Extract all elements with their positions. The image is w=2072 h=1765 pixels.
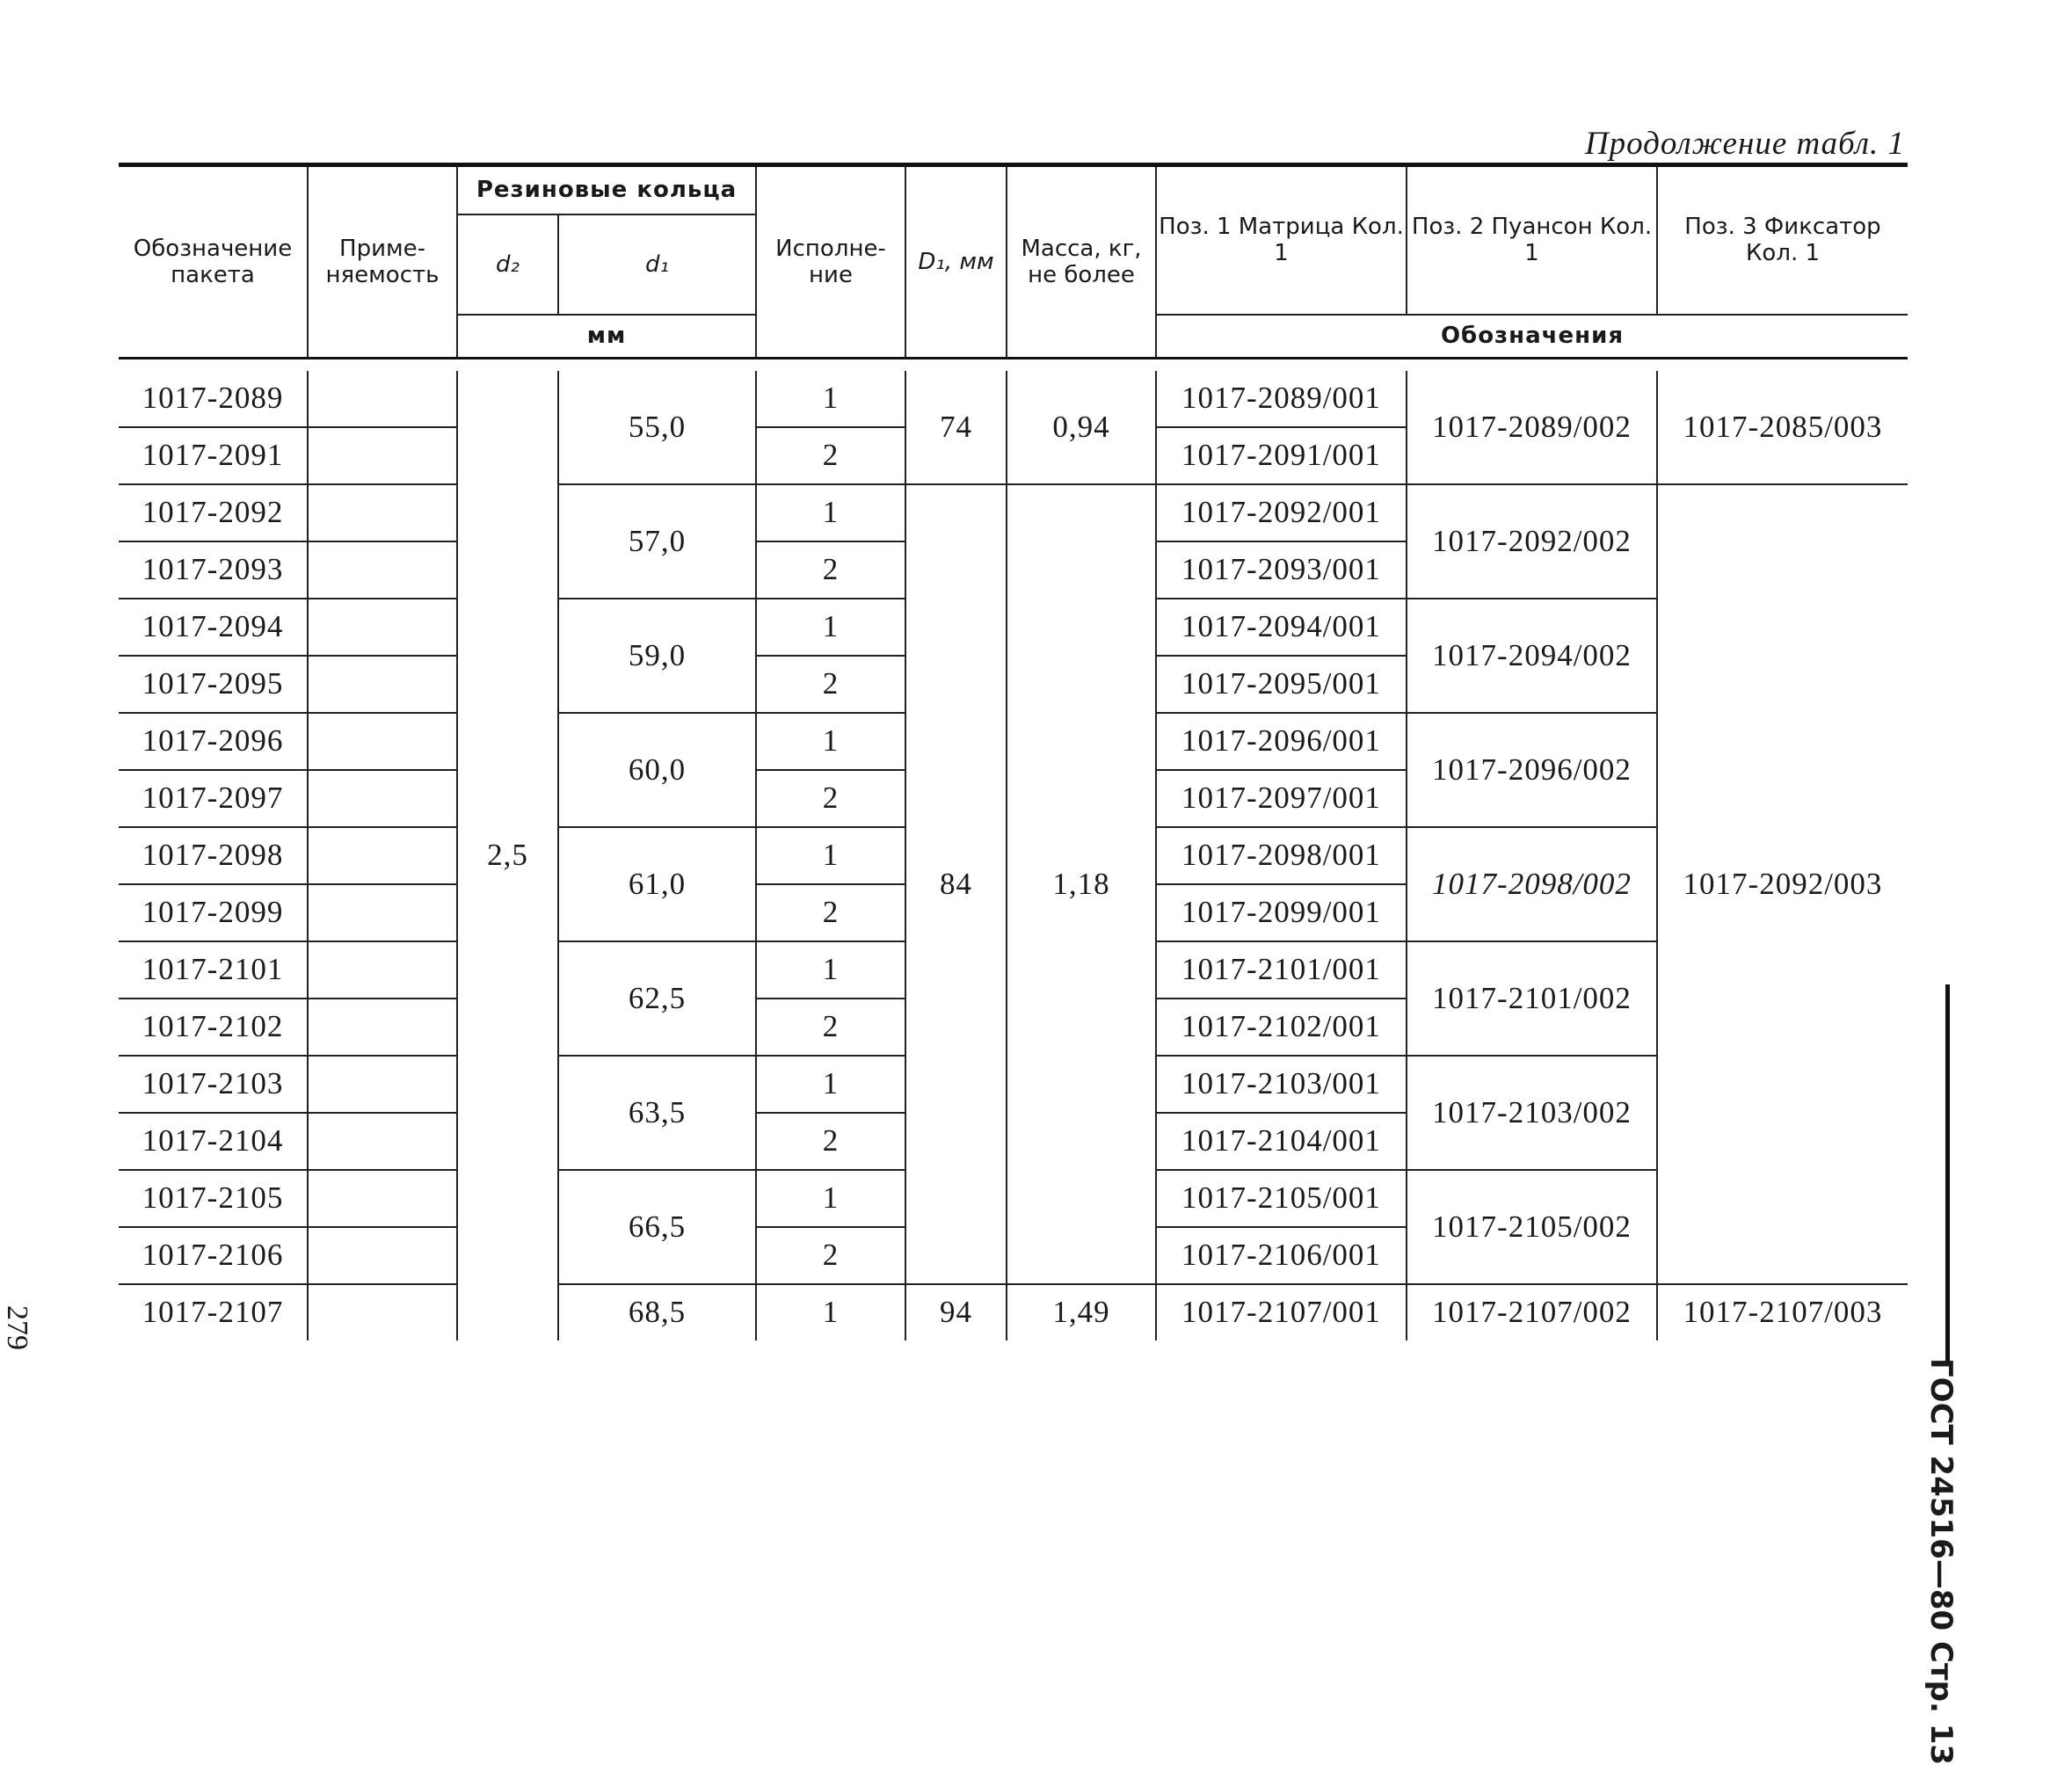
package-designation: 1017-2101 xyxy=(119,941,308,999)
pos1-designation: 1017-2106/001 xyxy=(1156,1227,1407,1284)
execution-cell: 1 xyxy=(756,1284,905,1340)
pos1-designation: 1017-2098/001 xyxy=(1156,827,1407,884)
package-designation: 1017-2097 xyxy=(119,770,308,827)
applicability-cell xyxy=(308,656,457,713)
package-designation: 1017-2094 xyxy=(119,599,308,656)
applicability-cell xyxy=(308,1113,457,1170)
d1-value: 59,0 xyxy=(558,599,756,713)
applicability-cell xyxy=(308,371,457,427)
d1-value: 55,0 xyxy=(558,371,756,484)
applicability-cell xyxy=(308,1056,457,1113)
applicability-cell xyxy=(308,1227,457,1284)
header-pos1: Поз. 1 Матрица Кол. 1 xyxy=(1156,165,1407,315)
execution-cell: 1 xyxy=(756,1170,905,1227)
D1-value: 84 xyxy=(905,484,1007,1284)
header-designations: Обозначения xyxy=(1156,315,1908,359)
header-pos2: Поз. 2 Пуансон Кол. 1 xyxy=(1407,165,1657,315)
d1-value: 68,5 xyxy=(558,1284,756,1340)
pos1-designation: 1017-2094/001 xyxy=(1156,599,1407,656)
pos1-designation: 1017-2089/001 xyxy=(1156,371,1407,427)
pos1-designation: 1017-2101/001 xyxy=(1156,941,1407,999)
pos1-designation: 1017-2105/001 xyxy=(1156,1170,1407,1227)
header-D1: D₁, мм xyxy=(905,165,1007,359)
applicability-cell xyxy=(308,941,457,999)
mass-value: 1,49 xyxy=(1007,1284,1156,1340)
applicability-cell xyxy=(308,427,457,484)
pos2-designation: 1017-2107/002 xyxy=(1407,1284,1657,1340)
d1-value: 62,5 xyxy=(558,941,756,1056)
mass-value: 1,18 xyxy=(1007,484,1156,1284)
package-designation: 1017-2091 xyxy=(119,427,308,484)
applicability-cell xyxy=(308,1284,457,1340)
package-designation: 1017-2089 xyxy=(119,371,308,427)
execution-cell: 1 xyxy=(756,1056,905,1113)
applicability-cell xyxy=(308,770,457,827)
execution-cell: 2 xyxy=(756,999,905,1056)
applicability-cell xyxy=(308,484,457,541)
package-designation: 1017-2099 xyxy=(119,884,308,941)
package-designation: 1017-2092 xyxy=(119,484,308,541)
execution-cell: 2 xyxy=(756,884,905,941)
package-designation: 1017-2093 xyxy=(119,541,308,599)
d1-value: 63,5 xyxy=(558,1056,756,1170)
header-pos3: Поз. 3 Фиксатор Кол. 1 xyxy=(1657,165,1908,315)
package-designation: 1017-2107 xyxy=(142,1295,284,1329)
continuation-caption: Продолжение табл. 1 xyxy=(1584,126,1905,162)
pos3-designation: 1017-2092/003 xyxy=(1657,484,1908,1284)
parts-table xyxy=(119,163,1908,1340)
header-designation: Обозначение пакета xyxy=(119,165,308,359)
header-execution: Исполне- ние xyxy=(756,165,905,359)
pos1-designation: 1017-2102/001 xyxy=(1156,999,1407,1056)
header-rubber-rings: Резиновые кольца xyxy=(457,165,756,214)
execution-cell: 1 xyxy=(756,484,905,541)
d1-value: 61,0 xyxy=(558,827,756,941)
d1-value: 60,0 xyxy=(558,713,756,827)
applicability-cell xyxy=(308,1170,457,1227)
execution-cell: 2 xyxy=(756,656,905,713)
execution-cell: 2 xyxy=(756,770,905,827)
pos2-designation: 1017-2098/002 xyxy=(1407,827,1657,941)
header-d1: d₁ xyxy=(558,214,756,315)
page-number: 279 xyxy=(1,1305,33,1350)
execution-cell: 1 xyxy=(756,599,905,656)
package-designation: 1017-2103 xyxy=(119,1056,308,1113)
applicability-cell xyxy=(308,713,457,770)
package-designation: 1017-2098 xyxy=(119,827,308,884)
header-applicability: Приме- няемость xyxy=(308,165,457,359)
d1-value: 57,0 xyxy=(558,484,756,599)
standard-reference: ГОСТ 24516—80 Стр. 13 xyxy=(1923,1358,1959,1765)
package-designation: 1017-2102 xyxy=(119,999,308,1056)
pos1-designation: 1017-2092/001 xyxy=(1156,484,1407,541)
pos1-designation: 1017-2099/001 xyxy=(1156,884,1407,941)
execution-cell: 1 xyxy=(756,371,905,427)
package-designation: 1017-2096 xyxy=(119,713,308,770)
pos3-designation: 1017-2085/003 xyxy=(1657,371,1908,484)
applicability-cell xyxy=(308,827,457,884)
applicability-cell xyxy=(308,541,457,599)
header-mass: Масса, кг, не более xyxy=(1007,165,1156,359)
header-row-1 xyxy=(119,165,1908,214)
pos2-designation: 1017-2105/002 xyxy=(1407,1170,1657,1284)
pos2-designation: 1017-2096/002 xyxy=(1407,713,1657,827)
d1-value: 66,5 xyxy=(558,1170,756,1284)
d2-value: 2,5 xyxy=(457,371,558,1340)
applicability-cell xyxy=(308,999,457,1056)
package-designation: 1017-2095 xyxy=(119,656,308,713)
pos1-designation: 1017-2097/001 xyxy=(1156,770,1407,827)
pos2-designation: 1017-2092/002 xyxy=(1407,484,1657,599)
pos2-designation: 1017-2103/002 xyxy=(1407,1056,1657,1170)
mass-value: 0,94 xyxy=(1007,371,1156,484)
pos2-designation: 1017-2101/002 xyxy=(1407,941,1657,1056)
header-mm: мм xyxy=(457,315,756,359)
execution-cell: 1 xyxy=(756,827,905,884)
table-row xyxy=(119,484,1908,541)
execution-cell: 2 xyxy=(756,1227,905,1284)
execution-cell: 1 xyxy=(756,941,905,999)
table-row xyxy=(119,371,1908,427)
execution-cell: 2 xyxy=(756,1113,905,1170)
package-designation: 1017-2105 xyxy=(119,1170,308,1227)
execution-cell: 1 xyxy=(756,713,905,770)
applicability-cell xyxy=(308,599,457,656)
pos1-designation: 1017-2096/001 xyxy=(1156,713,1407,770)
pos1-designation: 1017-2095/001 xyxy=(1156,656,1407,713)
pos1-designation: 1017-2093/001 xyxy=(1156,541,1407,599)
pos2-designation: 1017-2089/002 xyxy=(1407,371,1657,484)
pos1-designation: 1017-2091/001 xyxy=(1156,427,1407,484)
applicability-cell xyxy=(308,884,457,941)
D1-value: 74 xyxy=(905,371,1007,484)
header-d2: d₂ xyxy=(457,214,558,315)
execution-cell: 2 xyxy=(756,427,905,484)
package-designation: 1017-2104 xyxy=(119,1113,308,1170)
pos2-designation: 1017-2094/002 xyxy=(1407,599,1657,713)
side-rule xyxy=(1945,984,1950,1362)
pos1-designation: 1017-2104/001 xyxy=(1156,1113,1407,1170)
D1-value: 94 xyxy=(905,1284,1007,1340)
pos1-designation: 1017-2107/001 xyxy=(1156,1284,1407,1340)
table-row xyxy=(119,1284,1908,1340)
pos1-designation: 1017-2103/001 xyxy=(1156,1056,1407,1113)
execution-cell: 2 xyxy=(756,541,905,599)
pos3-designation: 1017-2107/003 xyxy=(1657,1284,1908,1340)
package-designation: 1017-2106 xyxy=(119,1227,308,1284)
